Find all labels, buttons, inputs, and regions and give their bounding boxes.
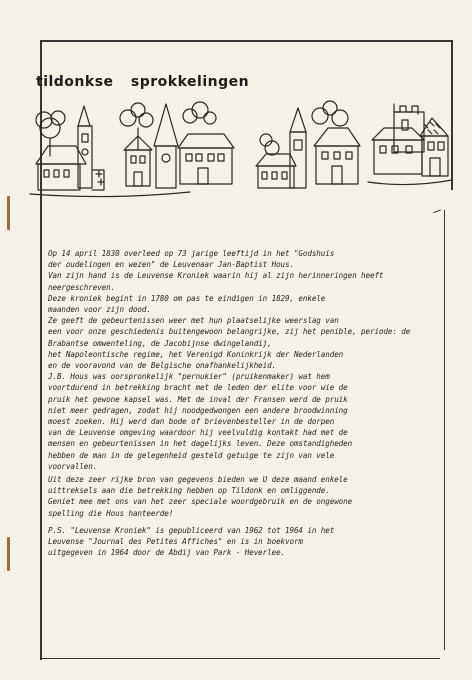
village-sketch-illustration <box>28 98 452 216</box>
article-body <box>48 248 440 560</box>
page-title: tildonkse sprokkelingen <box>36 74 250 90</box>
staple-mark <box>7 196 10 230</box>
postscript-note: P.S. "Leuvense Kroniek" is gepubliceerd van 1962 tot 1964 in het Leuvense "Journal des Petites Affiches" en is in boekvorm uitgegeven in 1964 door de Abdij van Park - Heverlee. <box>48 525 335 558</box>
staple-mark <box>7 537 10 571</box>
article-paragraph: Op 14 april 1830 overleed op 73 jarige leeftijd in het "Godshuis der oudelingen en wezen" de Leuvenaar Jan-Baptist Hous. Van zijn hand is de Leuvense Kroniek waarin hij al zijn herinneringen heeft neergeschreven. Deze kroniek begint in 1780 om pas te eindigen in 1829, enkele maanden voor zijn dood. Ze geeft de gebeurtenissen weer met hun plaatselijke weerslag van een voor onze geschiedenis buitengewoon belangrijke, zij het penible, periode: de Brabantse omwenteling, de Jacobijnse dwingelandij, het Napoleontische regime, het Verenigd Koninkrijk der Nederlanden en de vooravond van de Belgische onafhankelijkheid. J.B. Hous was oorspronkelijk "pernukier" (pruikenmaker) wat hem voortdurend in betrekking bracht met de leden der elite voor wie de pruik het gewone kapsel was. Met de inval der Fransen werd de pruik niet meer gedragen, zodat hij noodgedwongen een andere broodwinning moest zoeken. Hij werd dan bode of brievenbesteller in de dorpen van de Leuvense omgeving waardoor hij veelvuldig kontakt had met de mensen en gebeurtenissen in het dagelijks leven. Deze omstandigheden hebben de man in de gelegenheid gesteld getuige te zijn van vele voorvallen. <box>48 249 411 471</box>
house-trees-drawing <box>120 102 234 188</box>
frame-line-top <box>40 40 452 42</box>
frame-line-bottom <box>40 658 440 659</box>
church-drawing <box>30 106 190 197</box>
church-tower-drawing <box>256 101 360 188</box>
frame-line-right-lower <box>444 210 445 650</box>
castle-drawing <box>368 104 452 185</box>
article-paragraph: Uit deze zeer rijke bron van gegevens bieden we U deze maand enkele uittreksels aan die betrekking hebben op Tildonk en omliggende. Geniet mee met ons van het zeer speciale woordgebruik en de ongewone spelling die Hous hanteerde! <box>48 475 353 518</box>
